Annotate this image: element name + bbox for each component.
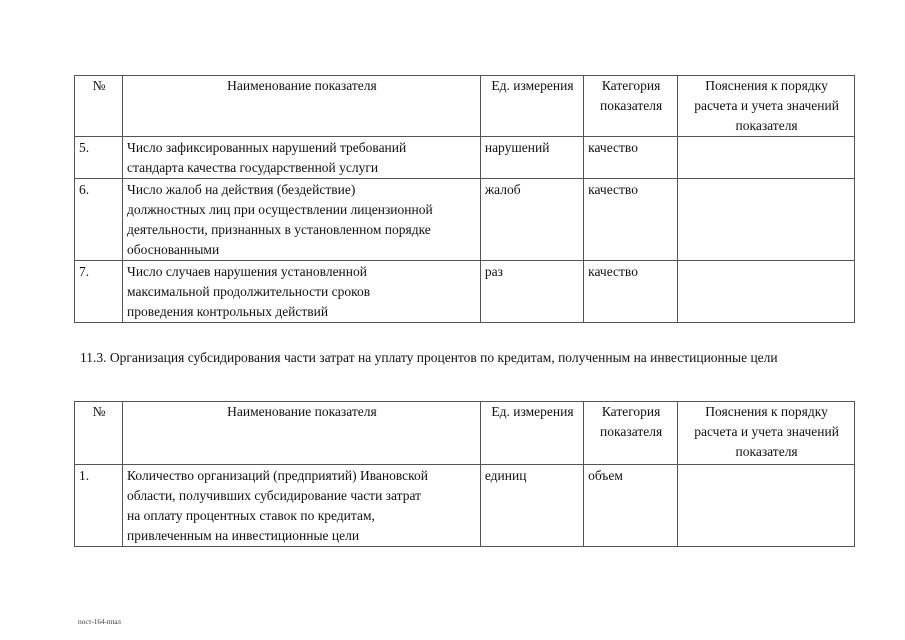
row-unit: раз — [480, 261, 583, 323]
row-unit: нарушений — [480, 137, 583, 179]
row-indicator-name: Количество организаций (предприятий) Ивановской области, получивших субсидирование части затрат на оплату процентных ставок по кредитам, привлеченным на инвестиционные цели — [123, 465, 481, 547]
row-indicator-name: Число жалоб на действия (бездействие) должностных лиц при осуществлении лицензионной деятельности, признанных в установленном порядке обоснованными — [123, 179, 481, 261]
table-row — [75, 261, 855, 323]
header-indicator-name: Наименование показателя — [123, 402, 481, 465]
row-explanation — [678, 465, 855, 547]
header-unit: Ед. измерения — [480, 402, 583, 465]
header-number: № — [75, 402, 123, 465]
row-indicator-name: Число зафиксированных нарушений требований стандарта качества государственной услуги — [123, 137, 481, 179]
table-row — [75, 465, 855, 547]
row-number: 1. — [75, 465, 123, 547]
row-number: 7. — [75, 261, 123, 323]
indicators-table-1 — [74, 75, 855, 323]
row-unit: единиц — [480, 465, 583, 547]
header-explanation: Пояснения к порядку расчета и учета значений показателя — [678, 76, 855, 137]
row-category: объем — [584, 465, 678, 547]
header-explanation: Пояснения к порядку расчета и учета значений показателя — [678, 402, 855, 465]
row-explanation — [678, 179, 855, 261]
row-category: качество — [584, 179, 678, 261]
row-explanation — [678, 137, 855, 179]
header-category: Категория показателя — [584, 76, 678, 137]
header-number: № — [75, 76, 123, 137]
table-header-row — [75, 402, 855, 465]
row-explanation — [678, 261, 855, 323]
row-indicator-name: Число случаев нарушения установленной максимальной продолжительности сроков проведения контрольных действий — [123, 261, 481, 323]
table-row — [75, 137, 855, 179]
table-row — [75, 179, 855, 261]
row-unit: жалоб — [480, 179, 583, 261]
section-heading: 11.3. Организация субсидирования части затрат на уплату процентов по кредитам, полученным на инвестиционные цели — [80, 350, 778, 365]
footer-note: пост-164-ппал — [78, 618, 121, 626]
indicators-table-2 — [74, 401, 855, 547]
row-number: 5. — [75, 137, 123, 179]
row-number: 6. — [75, 179, 123, 261]
table-header-row — [75, 76, 855, 137]
header-indicator-name: Наименование показателя — [123, 76, 481, 137]
row-category: качество — [584, 137, 678, 179]
header-category: Категория показателя — [584, 402, 678, 465]
header-unit: Ед. измерения — [480, 76, 583, 137]
row-category: качество — [584, 261, 678, 323]
